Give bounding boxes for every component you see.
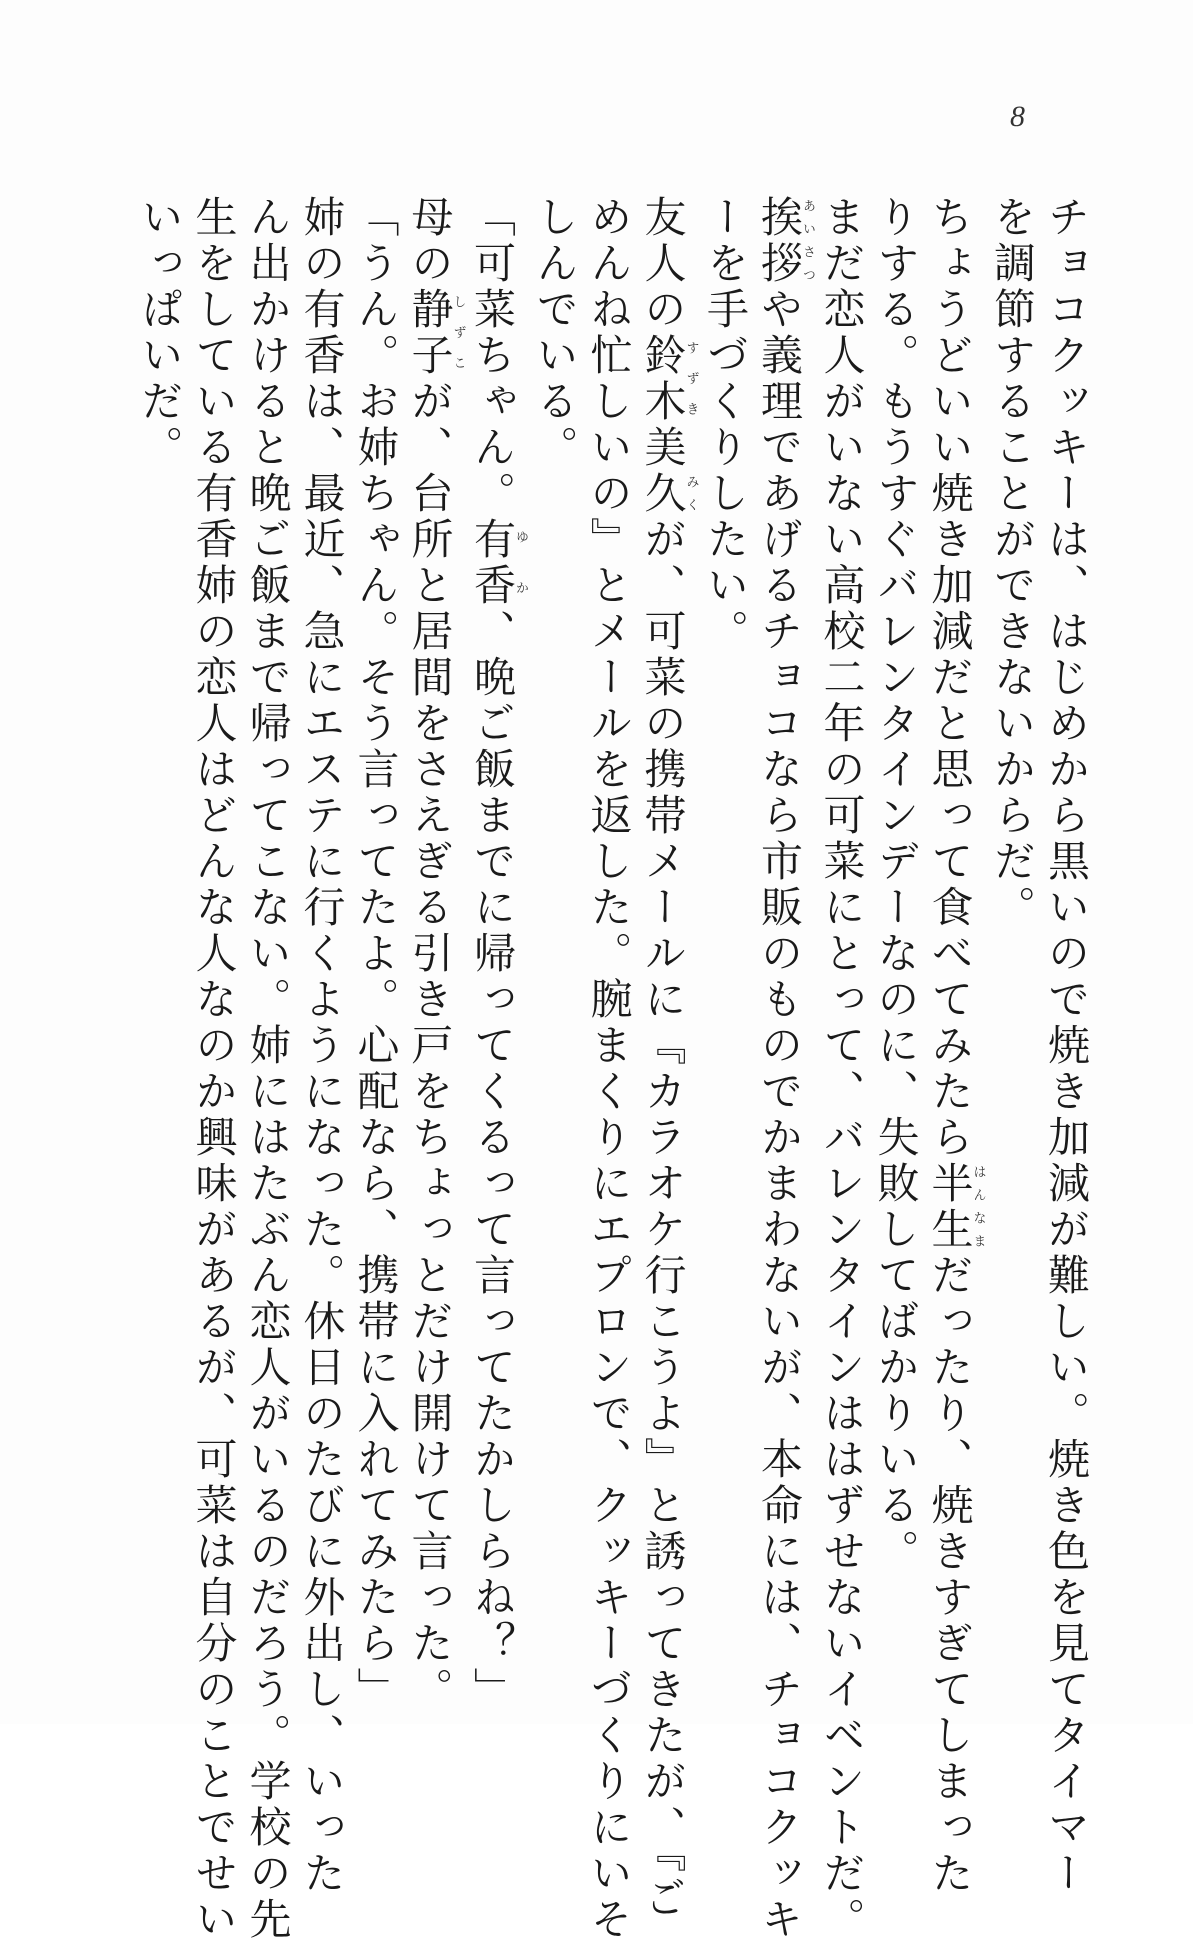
ruby-reading: はんなま — [970, 1161, 986, 1253]
text-segment: しんでいる。 — [530, 195, 580, 471]
ruby-annotated-word — [755, 195, 815, 287]
text-segment: 「可菜ちゃん。 — [468, 195, 517, 517]
ruby-annotated-word — [638, 471, 699, 517]
text-segment: 、晩ご飯までに帰ってくるって言ってたかしらね？」 — [468, 609, 517, 1713]
text-segment: まだ恋人がいない高校二年の可菜にとって、バレンタインははずせないイベントだ。 — [817, 195, 867, 1943]
text-line — [1039, 195, 1093, 1897]
text-line — [295, 195, 349, 1897]
ruby-annotated-word — [925, 1161, 986, 1253]
text-line — [582, 195, 636, 1943]
text-segment: だったり、焼きすぎてしまった — [925, 1253, 975, 1897]
text-line — [923, 195, 986, 1897]
ruby-annotated-word — [638, 333, 699, 425]
text-segment: チョコクッキーは、はじめから黒いので焼き加減が難しい。焼き色を見てタイマー — [1042, 195, 1091, 1897]
ruby-base: 静子 — [405, 287, 455, 379]
text-segment: や義理であげるチョコなら市販のものでかまわないが、本命には、チョコクッキ — [755, 287, 804, 1943]
text-segment: が、台所と居間をさえぎる引き戸をちょっとだけ開けて言った。 — [405, 379, 455, 1713]
ruby-reading: すずき — [683, 333, 699, 425]
text-line — [752, 195, 815, 1943]
text-segment: 母の — [405, 195, 455, 287]
text-segment: ちょうどいい焼き加減だと思って食べてみたら — [925, 195, 975, 1161]
text-segment: ーを手づくりしたい。 — [701, 195, 750, 655]
text-line — [349, 195, 403, 1713]
text-line — [133, 195, 187, 1615]
text-line — [187, 195, 241, 1943]
text-line — [985, 195, 1039, 1615]
text-line — [403, 195, 466, 1713]
text-segment: りする。もうすぐバレンタインデーなのに、失敗してばかりいる。 — [871, 195, 921, 1575]
text-segment: めんね忙しいの』とメールを返した。腕まくりにエプロンで、クッキーづくりにいそ — [584, 195, 634, 1943]
page-number: 8 — [1010, 100, 1025, 133]
ruby-reading: あいさつ — [800, 195, 815, 287]
text-segment: が、可菜の携帯メールに『カラオケ行こうよ』と誘ってきたが、『ご — [638, 517, 688, 1922]
ruby-annotated-word — [405, 287, 466, 379]
text-segment: 「うん。お姉ちゃん。そう言ってたよ。心配なら、携帯に入れてみたら」 — [351, 195, 401, 1713]
ruby-annotated-word — [468, 517, 528, 609]
text-segment: 美 — [638, 425, 688, 471]
ruby-base: 鈴木 — [638, 333, 688, 425]
text-line — [815, 195, 869, 1943]
vertical-text-body — [133, 195, 1094, 1943]
text-segment: 友人の — [638, 195, 688, 333]
text-segment: 生をしている有香姉の恋人はどんな人なのか興味があるが、可菜は自分のことでせい — [189, 195, 239, 1943]
ruby-reading: ゆか — [513, 517, 528, 609]
text-segment: いっぱいだ。 — [135, 195, 185, 471]
text-segment: を調節することができないからだ。 — [988, 195, 1037, 931]
ruby-base: 久 — [638, 471, 688, 517]
ruby-base: 半生 — [925, 1161, 975, 1253]
text-line — [241, 195, 295, 1943]
text-line — [528, 195, 582, 1615]
text-line — [636, 195, 699, 1922]
ruby-reading: しずこ — [450, 287, 466, 379]
text-line — [465, 195, 528, 1713]
ruby-reading: みく — [683, 471, 699, 517]
text-line — [869, 195, 923, 1615]
ruby-base: 有香 — [468, 517, 517, 609]
text-segment: ん出かけると晩ご飯まで帰ってこない。姉にはたぶん恋人がいるのだろう。学校の先 — [243, 195, 293, 1943]
ruby-base: 挨拶 — [755, 195, 804, 287]
text-line — [698, 195, 752, 1615]
text-segment: 姉の有香は、最近、急にエステに行くようになった。休日のたびに外出し、いった — [297, 195, 347, 1897]
